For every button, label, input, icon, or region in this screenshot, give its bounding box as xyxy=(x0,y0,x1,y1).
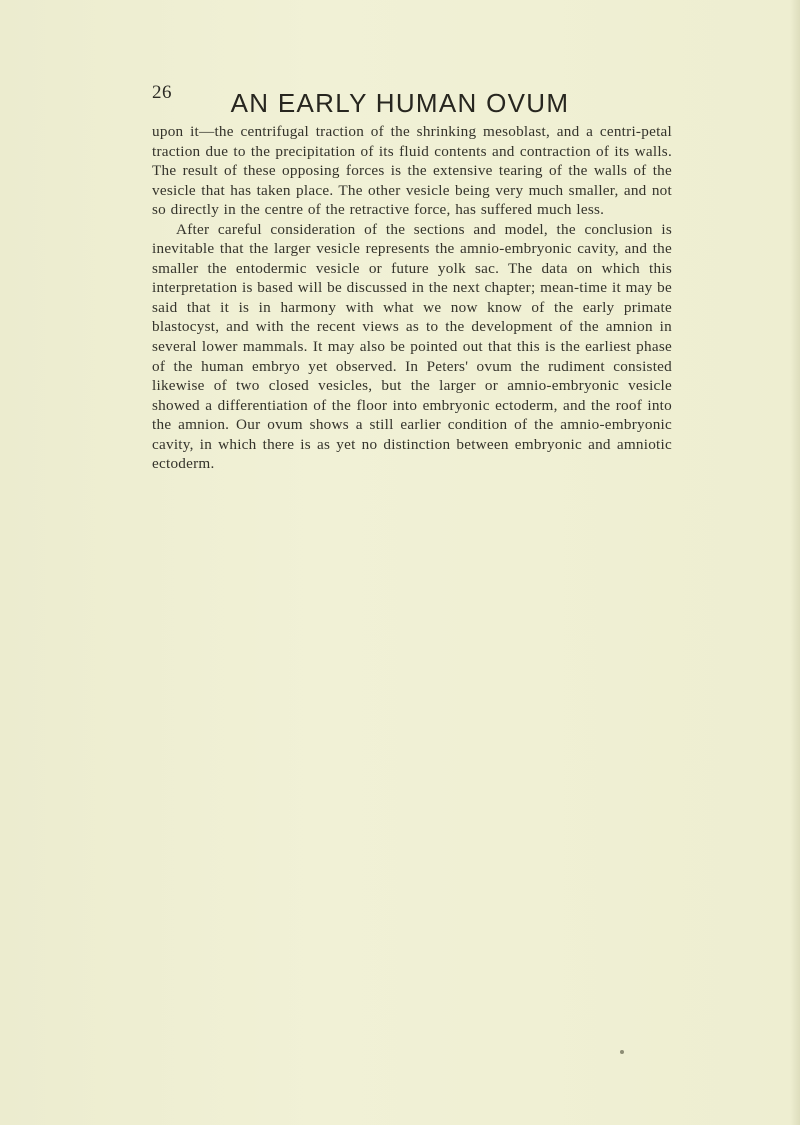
page-header xyxy=(0,82,800,122)
body-text xyxy=(152,122,672,474)
page-speck xyxy=(620,1050,624,1054)
paragraph-2: After careful consideration of the sections and model, the conclusion is inevitable that the larger vesicle represents the amnio-embryonic cavity, and the smaller the entodermic vesicle or future yolk sac. The data on which this interpretation is based will be discussed in the next chapter; mean-time it may be said that it is in harmony with what we now know of the early primate blastocyst, and with the recent views as to the development of the amnion in several lower mammals. It may also be pointed out that this is the earliest phase of the human embryo yet observed. In Peters' ovum the rudiment consisted likewise of two closed vesicles, but the larger or amnio-embryonic vesicle showed a differentiation of the floor into embryonic ectoderm, and the roof into the amnion. Our ovum shows a still earlier condition of the amnio-embryonic cavity, in which there is as yet no distinction between embryonic and amniotic ectoderm. xyxy=(152,220,672,473)
page-number: 26 xyxy=(152,82,172,103)
running-title: AN EARLY HUMAN OVUM xyxy=(230,88,570,118)
page-edge-shadow xyxy=(790,0,800,1125)
paragraph-1: upon it—the centrifugal traction of the shrinking mesoblast, and a centri-petal traction due to the precipitation of its fluid contents and contraction of its walls. The result of these opposing forces is the extensive tearing of the walls of the vesicle that has taken place. The other vesicle being very much smaller, and not so directly in the centre of the retractive force, has suffered much less. xyxy=(152,123,672,219)
